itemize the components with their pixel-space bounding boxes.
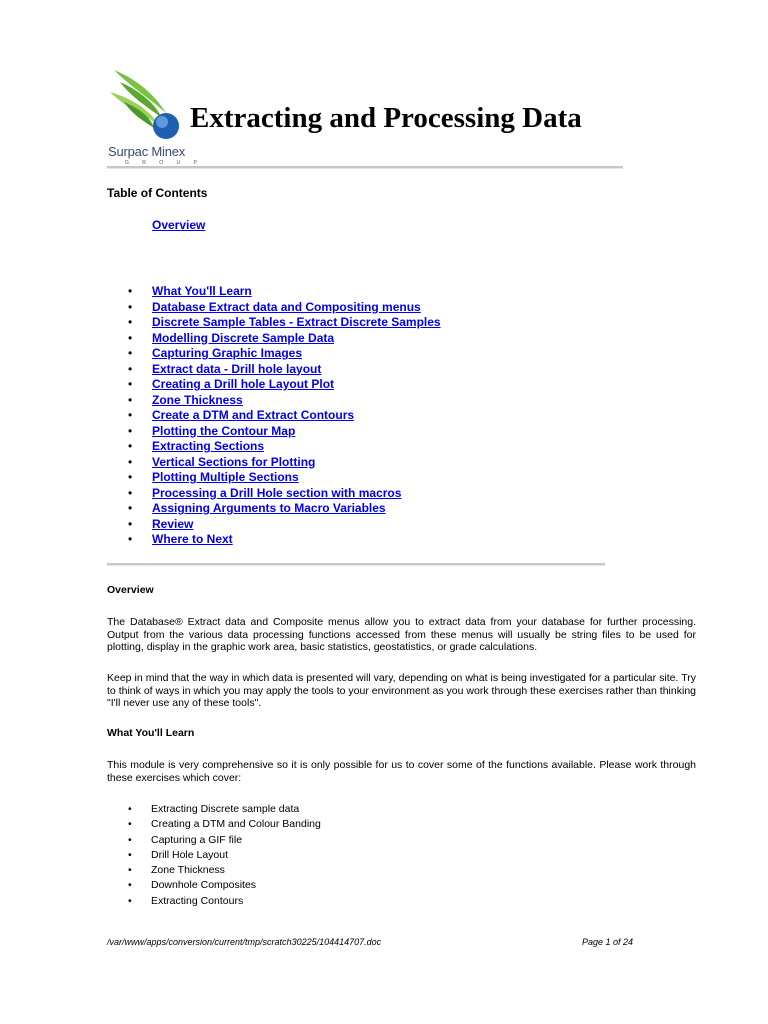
- toc-link[interactable]: Vertical Sections for Plotting: [152, 454, 316, 469]
- learn-item: • Downhole Composites: [126, 878, 321, 893]
- toc-link[interactable]: Discrete Sample Tables - Extract Discrete Samples: [152, 315, 441, 329]
- toc-item: [126, 377, 441, 393]
- learn-item: • Drill Hole Layout: [126, 848, 321, 863]
- toc-link[interactable]: Extract data - Drill hole layout: [152, 361, 322, 376]
- learn-item: • Extracting Contours: [126, 894, 321, 909]
- learn-paragraph: This module is very comprehensive so it is only possible for us to cover some of the functions available. Please work through these exercises which cover:: [107, 759, 696, 784]
- toc-item: [126, 346, 441, 362]
- toc-item: [126, 455, 441, 471]
- toc-link[interactable]: Zone Thickness: [152, 392, 243, 407]
- toc-item: [126, 331, 441, 347]
- toc-link[interactable]: Create a DTM and Extract Contours: [152, 408, 355, 422]
- toc-link[interactable]: Database Extract data and Compositing menus: [152, 299, 421, 314]
- toc-link[interactable]: Where to Next: [152, 532, 233, 546]
- toc-item: [126, 315, 441, 331]
- logo-text: Surpac Minex: [108, 144, 186, 159]
- overview-heading: Overview: [107, 584, 154, 596]
- toc-overview-link[interactable]: Overview: [152, 218, 206, 232]
- toc-item: [126, 439, 441, 455]
- toc-item: [126, 501, 441, 517]
- toc-link[interactable]: Plotting Multiple Sections: [152, 470, 299, 484]
- overview-paragraph-1: The Database® Extract data and Composite menus allow you to extract data from your database for further processing. Output from the various data processing functions accessed from these menus will usually be string files to be used for plotting, display in the graphic work area, basic statistics, geostatistics, or grade calculations.: [107, 616, 696, 654]
- toc-item: [126, 284, 441, 300]
- toc-link[interactable]: Processing a Drill Hole section with macros: [152, 485, 402, 500]
- toc-link[interactable]: Modelling Discrete Sample Data: [152, 330, 335, 345]
- footer-file-path: /var/www/apps/conversion/current/tmp/scratch30225/104414707.doc: [107, 937, 382, 947]
- toc-link[interactable]: Capturing Graphic Images: [152, 346, 303, 360]
- toc-link[interactable]: Creating a Drill hole Layout Plot: [152, 377, 335, 391]
- toc-item: [126, 517, 441, 533]
- toc-link[interactable]: Plotting the Contour Map: [152, 423, 296, 438]
- toc-item: [126, 486, 441, 502]
- logo-subtext: G R O U P: [125, 160, 203, 166]
- learn-item: • Capturing a GIF file: [126, 833, 321, 848]
- learn-item: • Extracting Discrete sample data: [126, 802, 321, 817]
- toc-item: [126, 362, 441, 378]
- toc-item: [126, 424, 441, 440]
- toc-item: [126, 300, 441, 316]
- learn-list: [126, 802, 321, 909]
- horizontal-rule: [107, 563, 605, 566]
- overview-paragraph-2: Keep in mind that the way in which data is presented will vary, depending on what is being investigated for a particular site. Try to think of ways in which you may apply the tools to your environment as you work through these exercises rather than thinking "I'll never use any of these tools".: [107, 672, 696, 710]
- toc-heading: Table of Contents: [107, 186, 208, 200]
- toc-link[interactable]: Assigning Arguments to Macro Variables: [152, 501, 386, 515]
- toc-item: [126, 470, 441, 486]
- toc-item: [126, 408, 441, 424]
- toc-item: [126, 532, 441, 548]
- learn-item: • Creating a DTM and Colour Banding: [126, 817, 321, 832]
- toc-list: [126, 284, 441, 548]
- learn-heading: What You'll Learn: [107, 727, 195, 739]
- document-title: Extracting and Processing Data: [190, 102, 582, 134]
- toc-link[interactable]: Review: [152, 516, 194, 531]
- toc-link[interactable]: Extracting Sections: [152, 439, 265, 453]
- horizontal-rule: [107, 166, 623, 169]
- footer-page-number: Page 1 of 24: [582, 937, 634, 947]
- toc-link[interactable]: What You'll Learn: [152, 284, 252, 298]
- learn-item: • Zone Thickness: [126, 863, 321, 878]
- toc-item: [126, 393, 441, 409]
